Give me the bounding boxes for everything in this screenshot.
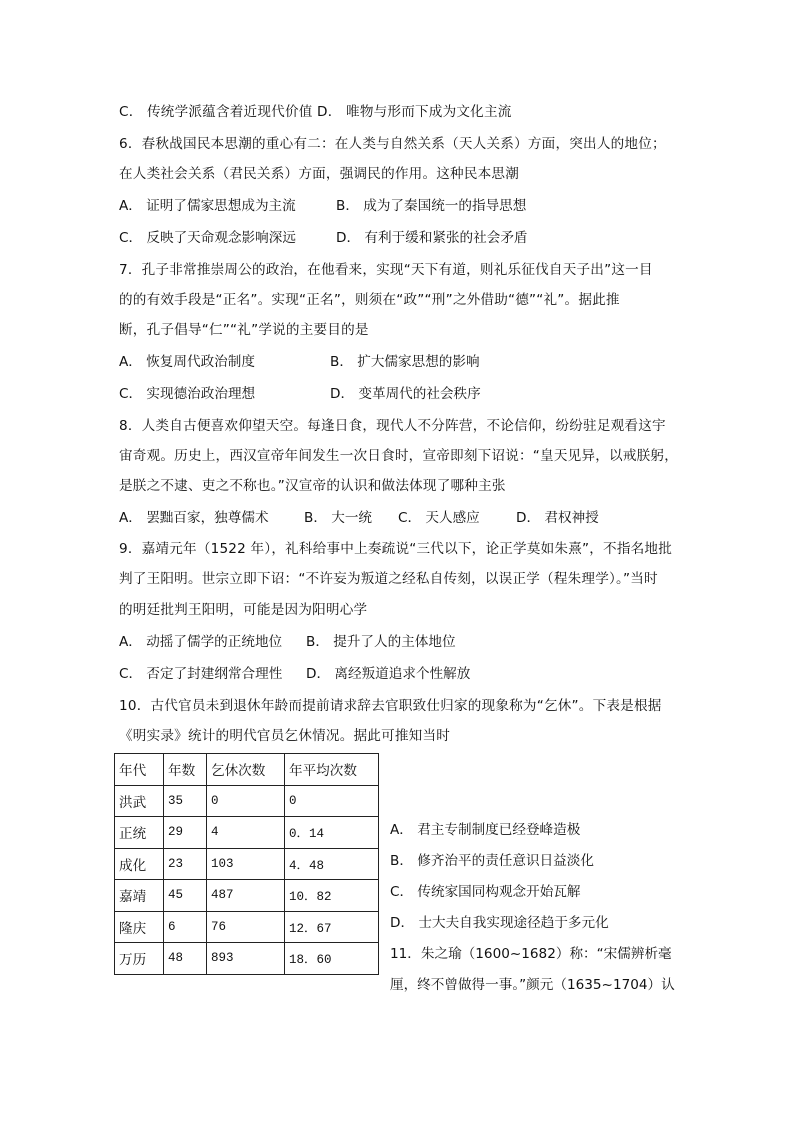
- q7-stem-3: 断，孔子倡导“仁”“礼”学说的主要目的是: [119, 322, 369, 338]
- average-cell: 4．48: [285, 848, 379, 880]
- q9-stem-3: 的明廷批判王阳明，可能是因为阳明心学: [119, 602, 368, 618]
- era-cell: 正统: [115, 817, 164, 849]
- count-cell: 893: [207, 943, 285, 975]
- q7-option-b: B． 扩大儒家思想的影响: [330, 354, 480, 370]
- q8-option-c: C． 天人感应: [398, 510, 480, 526]
- q7-option-d: D． 变革周代的社会秩序: [330, 386, 481, 402]
- years-cell: 48: [164, 943, 207, 975]
- q11-stem-1: 11．朱之瑜（1600~1682）称：“宋儒辨析毫: [390, 946, 672, 962]
- table-header-cell: 年数: [164, 754, 207, 786]
- era-cell: 万历: [115, 943, 164, 975]
- years-cell: 45: [164, 880, 207, 912]
- era-cell: 成化: [115, 848, 164, 880]
- q8-option-a: A． 罢黜百家，独尊儒术: [119, 510, 269, 526]
- average-cell: 18．60: [285, 943, 379, 975]
- count-cell: 4: [207, 817, 285, 849]
- q9-option-b: B． 提升了人的主体地位: [306, 634, 456, 650]
- years-cell: 23: [164, 848, 207, 880]
- q8-stem-2: 宙奇观。历史上，西汉宣帝年间发生一次日食时，宣帝即刻下诏说：“皇天见异，以戒朕躬，: [119, 448, 678, 464]
- era-cell: 嘉靖: [115, 880, 164, 912]
- table-header-cell: 年代: [115, 754, 164, 786]
- q7-option-c: C． 实现德治政治理想: [119, 386, 256, 402]
- resignation-table: [114, 753, 379, 975]
- q10-option-b: B． 修齐治平的责任意识日益淡化: [390, 853, 594, 869]
- table-header-cell: 乞休次数: [207, 754, 285, 786]
- q6-option-d: D． 有利于缓和紧张的社会矛盾: [336, 230, 528, 246]
- q6-option-c: C． 反映了天命观念影响深远: [119, 230, 296, 246]
- table-row: [115, 817, 379, 849]
- q9-stem-1: 9．嘉靖元年（1522 年），礼科给事中上奏疏说“三代以下，论正学莫如朱熹”，不指名地批: [119, 541, 673, 557]
- years-cell: 35: [164, 785, 207, 817]
- q8-option-d: D． 君权神授: [516, 510, 599, 526]
- table-row: [115, 880, 379, 912]
- table-row: [115, 911, 379, 943]
- table-row: [115, 943, 379, 975]
- q9-option-a: A． 动摇了儒学的正统地位: [119, 634, 283, 650]
- q11-stem-2: 厘，终不曾做得一事。”颜元（1635~1704）认: [390, 977, 675, 993]
- q7-stem-2: 的的有效手段是“正名”。实现“正名”，则须在“政”“刑”之外借助“德”“礼”。据此推: [119, 292, 620, 308]
- average-cell: 12．67: [285, 911, 379, 943]
- q8-stem-1: 8．人类自古便喜欢仰望天空。每逢日食，现代人不分阵营，不论信仰，纷纷驻足观看这宇: [119, 418, 666, 434]
- count-cell: 0: [207, 785, 285, 817]
- q8-option-b: B． 大一统: [304, 510, 373, 526]
- era-cell: 隆庆: [115, 911, 164, 943]
- table-row: [115, 785, 379, 817]
- q10-stem-2: 《明实录》统计的明代官员乞休情况。据此可推知当时: [119, 728, 451, 744]
- q10-option-d: D． 士大夫自我实现途径趋于多元化: [390, 915, 609, 931]
- count-cell: 76: [207, 911, 285, 943]
- q10-stem-1: 10．古代官员未到退休年龄而提前请求辞去官职致仕归家的现象称为“乞休”。下表是根据: [119, 698, 662, 714]
- q7-stem-1: 7．孔子非常推崇周公的政治，在他看来，实现“天下有道，则礼乐征伐自天子出”这一目: [119, 262, 653, 278]
- average-cell: 0．14: [285, 817, 379, 849]
- q6-stem-2: 在人类社会关系（君民关系）方面，强调民的作用。这种民本思潮: [119, 166, 520, 182]
- q10-option-c: C． 传统家国同构观念开始瓦解: [390, 884, 581, 900]
- era-cell: 洪武: [115, 785, 164, 817]
- q6-option-b: B． 成为了秦国统一的指导思想: [336, 198, 527, 214]
- q9-option-d: D． 离经叛道追求个性解放: [306, 666, 471, 682]
- table-row: [115, 848, 379, 880]
- q10-option-a: A． 君主专制制度已经登峰造极: [390, 822, 581, 838]
- years-cell: 6: [164, 911, 207, 943]
- table-header-cell: 年平均次数: [285, 754, 379, 786]
- q9-option-c: C． 否定了封建纲常合理性: [119, 666, 283, 682]
- average-cell: 0: [285, 785, 379, 817]
- average-cell: 10．82: [285, 880, 379, 912]
- q5-options-cd: C． 传统学派蕴含着近现代价值 D． 唯物与形而下成为文化主流: [119, 104, 512, 120]
- count-cell: 487: [207, 880, 285, 912]
- q6-stem-1: 6．春秋战国民本思潮的重心有二：在人类与自然关系（天人关系）方面，突出人的地位；: [119, 136, 666, 152]
- q8-stem-3: 是朕之不逮、吏之不称也。”汉宣帝的认识和做法体现了哪种主张: [119, 478, 506, 494]
- q6-option-a: A． 证明了儒家思想成为主流: [119, 198, 296, 214]
- table-header-row: [115, 754, 379, 786]
- count-cell: 103: [207, 848, 285, 880]
- years-cell: 29: [164, 817, 207, 849]
- q7-option-a: A． 恢复周代政治制度: [119, 354, 255, 370]
- q9-stem-2: 判了王阳明。世宗立即下诏：“不许妄为叛道之经私自传刻，以误正学（程朱理学）。”当时: [119, 571, 658, 587]
